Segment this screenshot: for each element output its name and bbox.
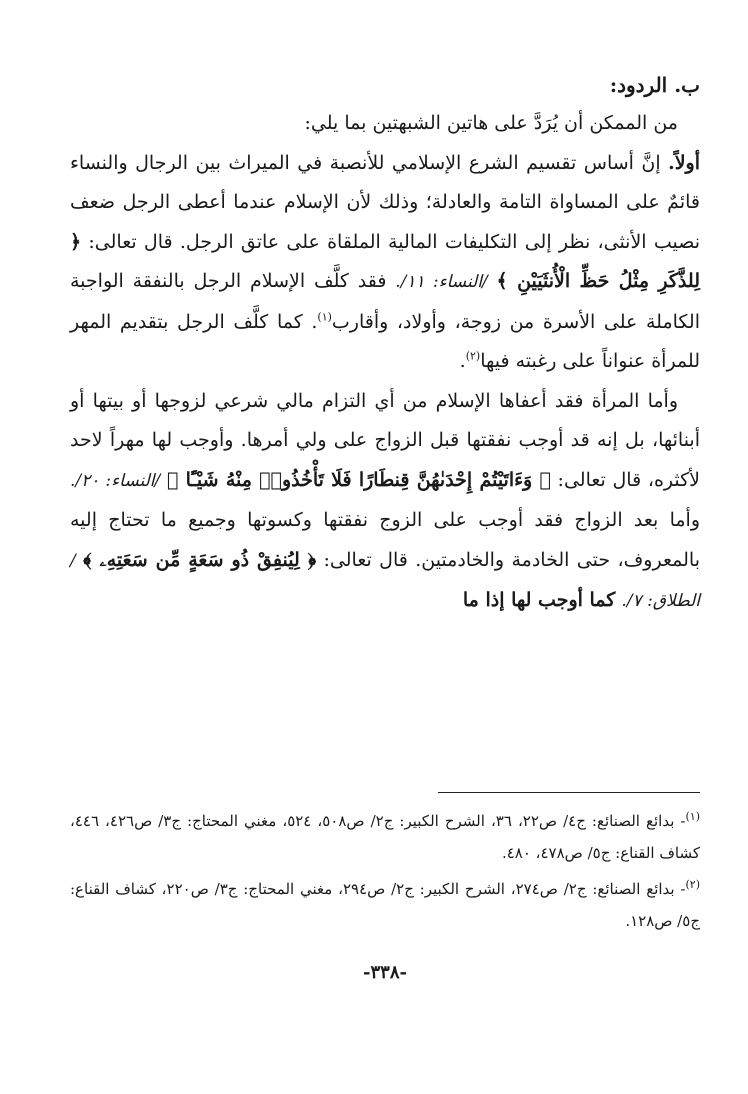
- quran-citation-2: /النساء: ٢٠/.: [70, 470, 161, 491]
- quran-verse-1: ﴿ لِلذَّكَرِ مِثْلُ حَظِّ الْأُنثَيَيْنِ ﴾: [70, 230, 700, 292]
- footnote-2-mark: (٢): [685, 878, 700, 891]
- quran-verse-3: ﴿ لِيُنفِقْ ذُو سَعَةٍ مِّن سَعَتِهِۦ ﴾: [83, 548, 317, 571]
- paragraph-2: [70, 382, 700, 622]
- paragraph-1: [70, 144, 700, 382]
- quran-citation-3: /الطلاق: ٧/.: [70, 550, 700, 611]
- footnote-1-text: - بدائع الصنائع: ج٤/ ص٢٢، ٣٦، الشرح الكبير: ج٢/ ص٥٠٨، ٥٢٤، مغني المحتاج: ج٣/ ص٤٢٦، ٤٤٦، كشاف القناع: ج٥/ ص٤٧٨، ٤٨٠.: [70, 812, 700, 862]
- footnote-divider: [438, 792, 700, 793]
- footnote-ref-1[interactable]: (١): [317, 310, 332, 324]
- intro-line: من الممكن أن يُرَدَّ على هاتين الشبهتين بما يلي:: [304, 112, 678, 134]
- paragraph-1-text-d: .: [459, 350, 466, 372]
- paragraph-1-text-c: . كما كلَّف الرجل بتقديم المهر للمرأة عنواناً على رغبته فيها: [70, 310, 700, 372]
- paragraph-2-text-c: كما أوجب لها إذا ما: [462, 589, 616, 611]
- footnotes-section: [70, 805, 700, 941]
- paragraph-2-text-b: وأما بعد الزواج فقد أوجب على الزوج نفقتها وكسوتها وجميع ما تحتاج إليه بالمعروف، حتى الخادمة والخادمتين. قال تعالى:: [70, 509, 700, 571]
- footnote-2-text: - بدائع الصنائع: ج٢/ ص٢٧٤، الشرح الكبير: ج٢/ ص٢٩٤، مغني المحتاج: ج٣/ ص٢٢٠، كشاف القناع: ج٥/ ص١٢٨.: [70, 880, 700, 930]
- paragraph-1-lead: أولاً.: [668, 151, 700, 174]
- footnote-ref-2[interactable]: (٢): [465, 349, 481, 363]
- paragraph-1-text-a: إنَّ أساس تقسيم الشرع الإسلامي للأنصبة في الميراث بين الرجال والنساء قائمٌ على المساواة التامة والعادلة؛ وذلك لأن الإسلام عندما أعطى الرجل ضعف نصيب الأنثى، نظر إلى التكليفات المالية الملقاة على عاتق الرجل. قال تعالى:: [70, 151, 701, 253]
- page-number: -٣٣٨-: [363, 962, 407, 983]
- footnote-1: [70, 805, 700, 869]
- document-page: [70, 70, 700, 1070]
- footnote-2: [70, 873, 700, 937]
- paragraph-1-text-b: فقد كلَّف الإسلام الرجل بالنفقة الواجبة الكاملة على الأسرة من زوجة، وأولاد، وأقارب: [70, 270, 700, 333]
- footnote-1-mark: (١): [685, 810, 700, 823]
- paragraph-2-text-a: وأما المرأة فقد أعفاها الإسلام من أي التزام مالي شرعي لزوجها أو بيتها أو أبنائها، بل إنه قد أوجب نفقتها قبل الزواج على ولي أمرها. وأوجب لها مهراً لاحد لأكثره، قال تعالى:: [70, 389, 701, 491]
- quran-citation-1: /النساء: ١١/.: [395, 272, 488, 292]
- quran-verse-2: ﴿ وَءَاتَيْتُمْ إِحْدَىٰهُنَّ قِنطَارًا فَلَا تَأْخُذُوا۟ مِنْهُ شَيْـًٔا ﴾: [166, 468, 551, 491]
- section-title: ب. الردود:: [609, 73, 700, 97]
